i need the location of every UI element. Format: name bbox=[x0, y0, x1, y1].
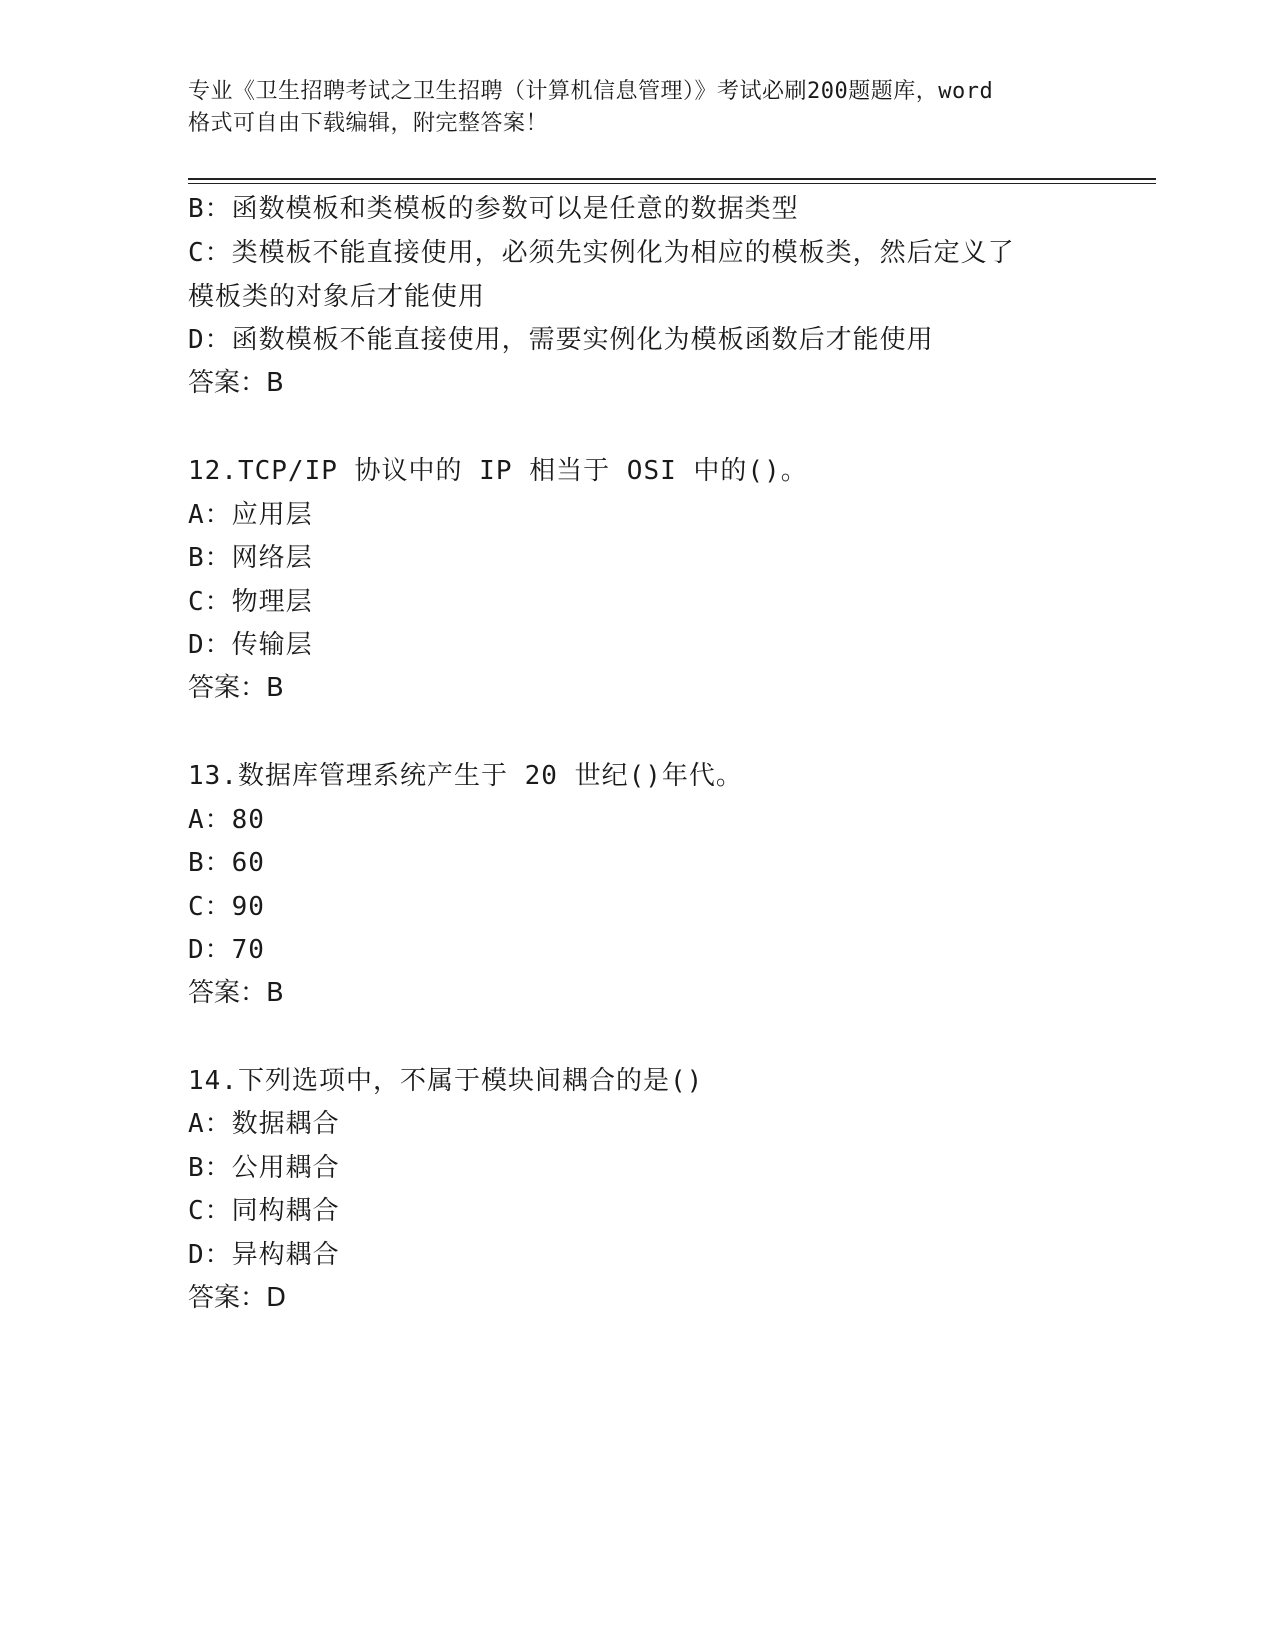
header-divider-thick bbox=[188, 178, 1156, 180]
q11-option-c-continued: 模板类的对象后才能使用 bbox=[188, 282, 486, 312]
q13-option-b: B：60 bbox=[188, 848, 265, 878]
q13-option-d: D：70 bbox=[188, 935, 265, 965]
q14-option-c: C：同构耦合 bbox=[188, 1196, 340, 1226]
q14-answer: 答案：D bbox=[188, 1283, 287, 1313]
q13-question: 13.数据库管理系统产生于 20 世纪()年代。 bbox=[188, 761, 743, 791]
q14-option-d: D：异构耦合 bbox=[188, 1240, 340, 1270]
q11-option-d: D：函数模板不能直接使用，需要实例化为模板函数后才能使用 bbox=[188, 325, 934, 355]
q13-option-c: C：90 bbox=[188, 892, 265, 922]
header-line-2: 格式可自由下载编辑，附完整答案！ bbox=[188, 111, 549, 136]
q14-question: 14.下列选项中，不属于模块间耦合的是() bbox=[188, 1066, 704, 1096]
q12-option-b: B：网络层 bbox=[188, 543, 313, 573]
page-header bbox=[188, 76, 1088, 140]
q12-option-d: D：传输层 bbox=[188, 630, 313, 660]
q14-option-b: B：公用耦合 bbox=[188, 1153, 340, 1183]
q12-question: 12.TCP/IP 协议中的 IP 相当于 OSI 中的()。 bbox=[188, 456, 808, 486]
q11-answer: 答案：B bbox=[188, 368, 284, 398]
q12-answer: 答案：B bbox=[188, 673, 284, 703]
q12-option-c: C：物理层 bbox=[188, 587, 313, 617]
header-divider-thin bbox=[188, 183, 1156, 184]
q13-answer: 答案：B bbox=[188, 978, 284, 1008]
header-line-1: 专业《卫生招聘考试之卫生招聘（计算机信息管理）》考试必刷200题题库，word bbox=[188, 79, 994, 104]
q13-option-a: A：80 bbox=[188, 805, 265, 835]
q11-option-c: C：类模板不能直接使用，必须先实例化为相应的模板类，然后定义了 bbox=[188, 238, 1015, 268]
q12-option-a: A：应用层 bbox=[188, 500, 313, 530]
q14-option-a: A：数据耦合 bbox=[188, 1109, 340, 1139]
q11-option-b: B：函数模板和类模板的参数可以是任意的数据类型 bbox=[188, 194, 799, 224]
